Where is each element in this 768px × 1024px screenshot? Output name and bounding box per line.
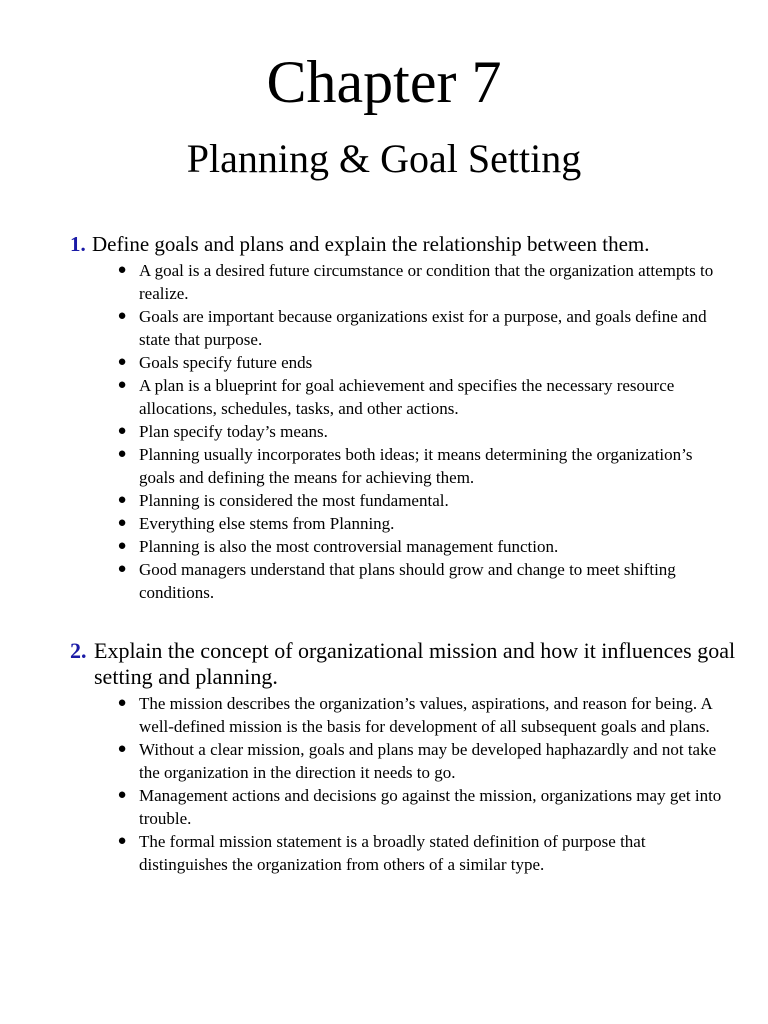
bullet-item xyxy=(0,558,768,604)
bullet-text: Management actions and decisions go against the mission, organizations may get into trouble. xyxy=(139,786,722,828)
bullet-item xyxy=(0,512,768,535)
bullet-text: The mission describes the organization’s values, aspirations, and reason for being. A well-defined mission is the basis for development of all subsequent goals and plans. xyxy=(139,694,712,736)
bullet-icon: ● xyxy=(117,833,127,849)
bullet-text: Planning usually incorporates both ideas; it means determining the organization’s goals and defining the means for achieving them. xyxy=(139,445,693,487)
section-1 xyxy=(0,232,768,604)
bullet-list xyxy=(0,259,768,604)
bullet-item xyxy=(0,535,768,558)
bullet-item xyxy=(0,692,768,738)
bullet-icon: ● xyxy=(117,262,127,278)
bullet-icon: ● xyxy=(117,741,127,757)
section-heading-text: Explain the concept of organizational mission and how it influences goal setting and planning. xyxy=(94,638,736,689)
section-number: 2. xyxy=(70,638,87,663)
bullet-text: Planning is also the most controversial management function. xyxy=(139,537,559,556)
bullet-icon: ● xyxy=(117,492,127,508)
chapter-subtitle: Planning & Goal Setting xyxy=(186,136,582,181)
bullet-text: Planning is considered the most fundamental. xyxy=(139,491,449,510)
bullet-item xyxy=(0,489,768,512)
bullet-item xyxy=(0,738,768,784)
bullet-icon: ● xyxy=(117,695,127,711)
bullet-item xyxy=(0,305,768,351)
bullet-item xyxy=(0,259,768,305)
bullet-icon: ● xyxy=(117,538,127,554)
section-number: 1. xyxy=(70,232,86,256)
bullet-text: Everything else stems from Planning. xyxy=(139,514,395,533)
section-heading-text: Define goals and plans and explain the relationship between them. xyxy=(92,232,650,256)
bullet-text: A plan is a blueprint for goal achievement and specifies the necessary resource allocations, schedules, tasks, and other actions. xyxy=(139,376,675,418)
bullet-text: A goal is a desired future circumstance or condition that the organization attempts to realize. xyxy=(139,261,714,303)
bullet-item xyxy=(0,420,768,443)
bullet-list xyxy=(0,692,768,876)
bullet-text: Goals are important because organizations exist for a purpose, and goals define and state that purpose. xyxy=(139,307,707,349)
bullet-text: The formal mission statement is a broadly stated definition of purpose that distinguishes the organization from others of a similar type. xyxy=(139,832,646,874)
bullet-icon: ● xyxy=(117,446,127,462)
section-heading xyxy=(0,232,768,257)
bullet-item xyxy=(0,784,768,830)
section-heading xyxy=(0,638,768,690)
bullet-icon: ● xyxy=(117,377,127,393)
bullet-text: Plan specify today’s means. xyxy=(139,422,328,441)
bullet-icon: ● xyxy=(117,561,127,577)
chapter-title: Chapter 7 xyxy=(266,49,502,115)
bullet-item xyxy=(0,830,768,876)
bullet-text: Goals specify future ends xyxy=(139,353,313,372)
bullet-icon: ● xyxy=(117,423,127,439)
bullet-item xyxy=(0,443,768,489)
bullet-icon: ● xyxy=(117,308,127,324)
bullet-icon: ● xyxy=(117,787,127,803)
bullet-icon: ● xyxy=(117,354,127,370)
bullet-icon: ● xyxy=(117,515,127,531)
bullet-text: Without a clear mission, goals and plans may be developed haphazardly and not take the organization in the direction it needs to go. xyxy=(139,740,717,782)
section-2 xyxy=(0,638,768,876)
bullet-item xyxy=(0,351,768,374)
bullet-item xyxy=(0,374,768,420)
bullet-text: Good managers understand that plans should grow and change to meet shifting conditions. xyxy=(139,560,676,602)
